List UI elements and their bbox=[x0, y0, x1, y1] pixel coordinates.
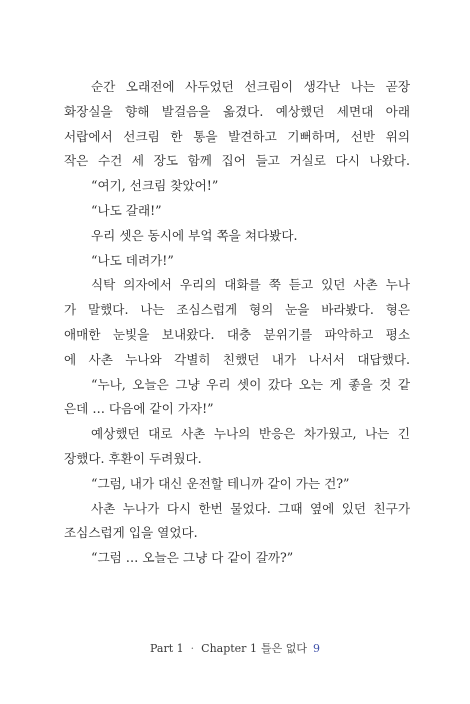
text-line: “나도 데려가!” bbox=[91, 252, 174, 268]
text-line: 화장실을 향해 발걸음을 옮겼다. 예상했던 세면대 아래 bbox=[64, 103, 410, 119]
text-line: “나도 갈래!” bbox=[91, 202, 162, 218]
text-line: 은데 … 다음에 같이 가자!” bbox=[64, 401, 214, 417]
body-text bbox=[64, 75, 410, 571]
text-line: 가 말했다. 나는 조심스럽게 형의 눈을 바라봤다. 형은 bbox=[64, 302, 410, 318]
text-line: 조심스럽게 입을 열었다. bbox=[64, 525, 198, 541]
text-line: 장했다. 후환이 두려웠다. bbox=[64, 450, 202, 466]
text-line: 에 사촌 누나와 각별히 친했던 내가 나서서 대답했다. bbox=[64, 351, 410, 367]
text-line: “그럼 … 오늘은 그냥 다 같이 갈까?” bbox=[91, 550, 294, 566]
footer-separator: · bbox=[190, 642, 195, 655]
text-line: 서랍에서 선크림 한 통을 발견하고 기뻐하며, 선반 위의 bbox=[64, 128, 410, 144]
page-footer bbox=[0, 640, 470, 656]
footer-part: Part 1 bbox=[150, 642, 184, 655]
text-line: “그럼, 내가 대신 운전할 테니까 같이 가는 건?” bbox=[91, 475, 350, 491]
text-line: “여기, 선크림 찾았어!” bbox=[91, 178, 219, 194]
footer-chapter: Chapter 1 bbox=[201, 642, 257, 655]
text-line: 사촌 누나가 다시 한번 물었다. 그때 옆에 있던 친구가 bbox=[91, 500, 410, 516]
text-line: 우리 셋은 동시에 부엌 쪽을 쳐다봤다. bbox=[91, 227, 298, 243]
text-line: “누나, 오늘은 그냥 우리 셋이 갔다 오는 게 좋을 것 같 bbox=[91, 376, 410, 392]
text-line: 예상했던 대로 사촌 누나의 반응은 차가웠고, 나는 긴 bbox=[91, 426, 410, 442]
text-line: 순간 오래전에 사두었던 선크림이 생각난 나는 곧장 bbox=[91, 79, 410, 94]
page-number: 9 bbox=[312, 642, 320, 655]
text-line: 애매한 눈빛을 보내왔다. 대충 분위기를 파악하고 평소 bbox=[64, 326, 410, 342]
footer-chapter-title: 틀은 없다 bbox=[260, 642, 307, 655]
text-line: 식탁 의자에서 우리의 대화를 쭉 듣고 있던 사촌 누나 bbox=[91, 277, 410, 293]
text-line: 작은 수건 세 장도 함께 집어 들고 거실로 다시 나왔다. bbox=[64, 153, 410, 169]
